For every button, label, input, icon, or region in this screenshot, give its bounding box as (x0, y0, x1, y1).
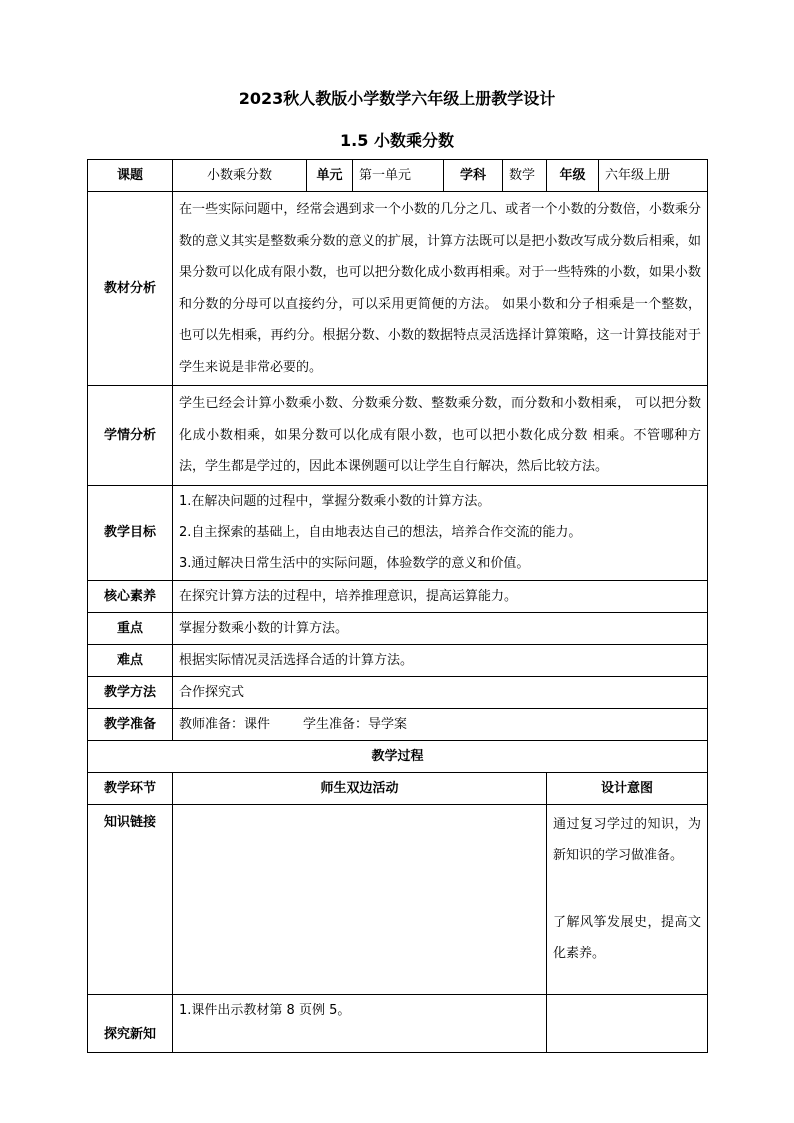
preparation-text: 教师准备：课件 学生准备：导学案 (173, 708, 708, 740)
subject-value: 数学 (503, 160, 547, 192)
activity-explore-new: 1.课件出示教材第 8 页例 5。 (173, 994, 547, 1052)
key-point-text: 掌握分数乘小数的计算方法。 (173, 612, 708, 644)
topic-label: 课题 (88, 160, 173, 192)
lesson-title: 1.5 小数乘分数 (340, 131, 454, 150)
key-point-label: 重点 (88, 612, 173, 644)
textbook-analysis-label: 教材分析 (88, 192, 173, 386)
intent-text: 通过复习学过的知识，为新知识的学习做准备。 (553, 816, 701, 863)
difficulty-text: 根据实际情况灵活选择合适的计算方法。 (173, 644, 708, 676)
topic-value: 小数乘分数 (173, 160, 307, 192)
objective-item: 3.通过解决日常生活中的实际问题，体验数学的意义和价值。 (179, 556, 530, 571)
intent-text: 了解风筝发展史，提高文化素养。 (553, 914, 701, 961)
activity-knowledge-link (173, 804, 547, 994)
textbook-analysis-text: 在一些实际问题中，经常会遇到求一个小数的几分之几、或者一个小数的分数倍，小数乘分数的意义其实是整数乘分数的意义的扩展，计算方法既可以是把小数改写成分数后相乘，如果分数可以化成有限小数，也可以把分数化成小数再相乘。对于一些特殊的小数，如果小数和分数的分母可以直接约分，可以采用更简便的方法。 如果小数和分子相乘是一个整数，也可以先相乘，再约分。根据分数、小数的数据特点灵活选择计算策略，这一计算技能对于学生来说是非常必要的。 (179, 202, 701, 375)
unit-value: 第一单元 (353, 160, 444, 192)
process-title: 教学过程 (88, 740, 708, 772)
method-label: 教学方法 (88, 676, 173, 708)
student-analysis-label: 学情分析 (88, 386, 173, 486)
stage-explore-new: 探究新知 (88, 994, 173, 1052)
intent-knowledge-link (547, 804, 708, 994)
intent-column-header: 设计意图 (547, 772, 708, 804)
unit-label: 单元 (307, 160, 353, 192)
objectives-label: 教学目标 (88, 485, 173, 580)
objectives-list (173, 485, 708, 580)
preparation-label: 教学准备 (88, 708, 173, 740)
objective-item: 2.自主探索的基础上，自由地表达自己的想法，培养合作交流的能力。 (179, 525, 582, 540)
core-literacy-label: 核心素养 (88, 580, 173, 612)
grade-value: 六年级上册 (599, 160, 708, 192)
difficulty-label: 难点 (88, 644, 173, 676)
grade-label: 年级 (547, 160, 599, 192)
document-title: 2023秋人教版小学数学六年级上册教学设计 (238, 89, 556, 108)
lesson-plan-table (87, 159, 708, 1053)
student-analysis-text: 学生已经会计算小数乘小数、分数乘分数、整数乘分数，而分数和小数相乘， 可以把分数化成小数相乘，如果分数可以化成有限小数，也可以把小数化成分数 相乘。不管哪种方法，学生都是学过的，因此本课例题可以让学生自行解决，然后比较方法。 (179, 396, 701, 474)
activity-column-header: 师生双边活动 (173, 772, 547, 804)
objective-item: 1.在解决问题的过程中，掌握分数乘小数的计算方法。 (179, 494, 491, 509)
subject-label: 学科 (444, 160, 503, 192)
intent-explore-new (547, 994, 708, 1052)
core-literacy-text: 在探究计算方法的过程中，培养推理意识，提高运算能力。 (173, 580, 708, 612)
stage-column-header: 教学环节 (88, 772, 173, 804)
method-text: 合作探究式 (173, 676, 708, 708)
stage-knowledge-link: 知识链接 (88, 804, 173, 994)
